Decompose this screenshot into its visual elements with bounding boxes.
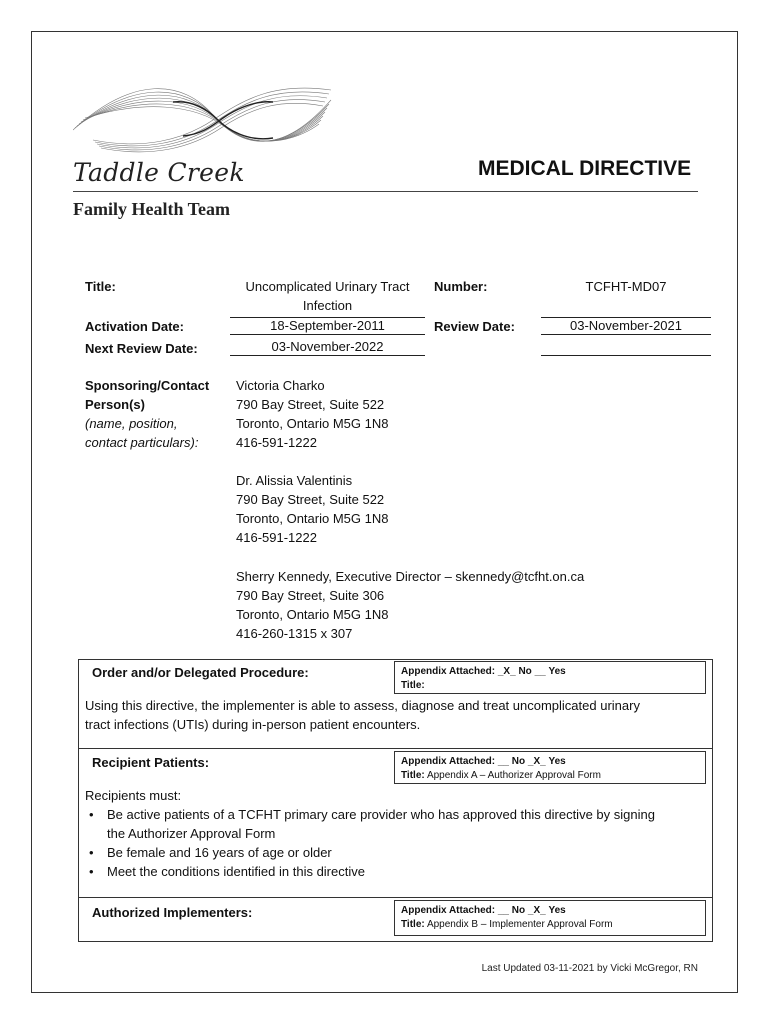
brand-subtitle: Family Health Team — [73, 199, 230, 219]
appendix-no: No — [518, 666, 532, 677]
contact-line: 790 Bay Street, Suite 306 — [236, 588, 385, 603]
list-item — [85, 862, 705, 881]
activation-date-value: 18-September-2011 — [230, 317, 425, 335]
order-heading: Order and/or Delegated Procedure: — [92, 665, 309, 680]
order-body-line: tract infections (UTIs) during in-person patient encounters. — [85, 717, 421, 732]
recipients-heading: Recipient Patients: — [92, 755, 210, 770]
sponsor-label-line4: contact particulars): — [85, 435, 199, 450]
list-item-text: Be active patients of a TCFHT primary care provider who has approved this directive by signing — [107, 807, 655, 822]
appendix-blank: __ — [497, 756, 509, 767]
next-review-date-value: 03-November-2022 — [230, 339, 425, 356]
order-body-line: Using this directive, the implementer is able to assess, diagnose and treat uncomplicated urinary — [85, 698, 640, 713]
review-date-label: Review Date: — [434, 319, 515, 334]
section-divider — [78, 748, 713, 749]
appendix-blank: _X_ — [527, 905, 546, 916]
footer-last-updated: Last Updated 03-11-2021 by Vicki McGregor, RN — [481, 963, 698, 974]
appendix-label: Appendix Attached: — [401, 905, 496, 916]
appendix-blank: _X_ — [497, 666, 516, 677]
order-appendix-info — [401, 665, 566, 693]
title-value-line2: Infection — [302, 298, 353, 313]
number-label: Number: — [434, 279, 488, 294]
contact-line: 416-591-1222 — [236, 530, 317, 545]
recipients-intro: Recipients must: — [85, 788, 182, 803]
recipients-appendix-info — [401, 755, 601, 783]
appendix-title-label: Title: — [401, 919, 425, 930]
appendix-label: Appendix Attached: — [401, 756, 496, 767]
appendix-yes: Yes — [548, 756, 566, 767]
contact-line: Dr. Alissia Valentinis — [236, 473, 353, 488]
contact-line: 416-260-1315 x 307 — [236, 626, 353, 641]
header-divider — [73, 191, 698, 192]
appendix-yes: Yes — [548, 666, 566, 677]
appendix-blank: __ — [534, 666, 546, 677]
contact-line: 790 Bay Street, Suite 522 — [236, 492, 385, 507]
sponsor-label-line2: Person(s) — [85, 397, 145, 412]
list-item-text-cont: the Authorizer Approval Form — [107, 826, 276, 841]
implementers-appendix-info — [401, 904, 613, 932]
sponsor-contact — [236, 376, 388, 452]
recipients-criteria-list — [85, 805, 705, 881]
contact-line: 790 Bay Street, Suite 522 — [236, 397, 385, 412]
document-type-heading: MEDICAL DIRECTIVE — [478, 157, 692, 180]
sponsor-contact — [236, 567, 584, 643]
appendix-title-value: Appendix B – Implementer Approval Form — [426, 919, 613, 930]
contact-line: Toronto, Ontario M5G 1N8 — [236, 607, 389, 622]
brand-name: Taddle Creek — [73, 158, 245, 187]
activation-date-label: Activation Date: — [85, 319, 184, 334]
contact-line: Victoria Charko — [236, 378, 325, 393]
appendix-label: Appendix Attached: — [401, 666, 496, 677]
contact-line: Toronto, Ontario M5G 1N8 — [236, 416, 389, 431]
appendix-title-value: Appendix A – Authorizer Approval Form — [426, 770, 601, 781]
appendix-yes: Yes — [548, 905, 566, 916]
order-body — [85, 696, 640, 734]
appendix-blank: __ — [497, 905, 509, 916]
title-value-line1: Uncomplicated Urinary Tract — [245, 279, 410, 294]
contact-line: Toronto, Ontario M5G 1N8 — [236, 511, 389, 526]
review-date-value: 03-November-2021 — [541, 317, 711, 335]
next-review-date-label: Next Review Date: — [85, 341, 198, 356]
sponsor-contact — [236, 471, 388, 547]
appendix-title-label: Title: — [401, 680, 425, 691]
implementers-heading: Authorized Implementers: — [92, 905, 253, 920]
contact-line: 416-591-1222 — [236, 435, 317, 450]
next-review-blank-line — [541, 355, 711, 356]
contact-line: Sherry Kennedy, Executive Director – skennedy@tcfht.on.ca — [236, 569, 585, 584]
appendix-no: No — [511, 756, 526, 767]
title-label: Title: — [85, 279, 116, 294]
list-item — [85, 843, 705, 862]
appendix-blank: _X_ — [527, 756, 546, 767]
appendix-title-label: Title: — [401, 770, 425, 781]
number-value: TCFHT-MD07 — [585, 279, 667, 294]
list-item — [85, 805, 705, 843]
sponsor-label-line1: Sponsoring/Contact — [85, 378, 210, 393]
sponsor-label-line3: (name, position, — [85, 416, 178, 431]
taddle-creek-logo-swoosh — [73, 80, 333, 160]
list-item-text: Meet the conditions identified in this directive — [107, 864, 365, 879]
section-divider — [78, 897, 713, 898]
appendix-no: No — [511, 905, 526, 916]
list-item-text: Be female and 16 years of age or older — [107, 845, 332, 860]
sponsor-label — [85, 376, 209, 452]
